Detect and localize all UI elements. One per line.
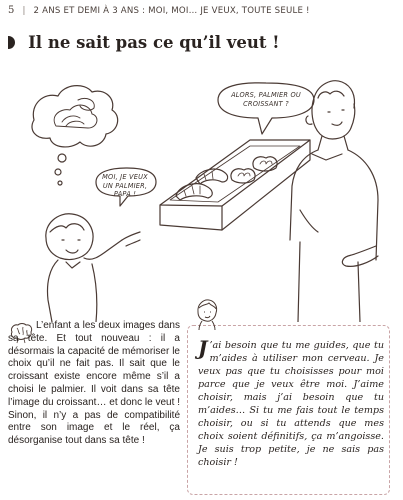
- child-quote: [198, 336, 384, 469]
- quote-body: ’ai besoin que tu me guides, que tu m’aides à utiliser mon cerveau. Je veux pas que tu choisisses pour moi parce que je veux être moi. J’aime choisir, mais j’ai besoin que tu m’aides… Si tu me fais tout le temps choisir, ou si tu attends que mes choix soient définitifs, ça m’angoisse. Je suis trop petite, je ne sais pas choisir !: [198, 340, 384, 468]
- thought-bubble: [32, 86, 118, 185]
- body-text: L’enfant a les deux images dans sa tête. Et tout nouveau : il a désormais la capacité de mémoriser le choix qu’il ne fait pas. Il sait que le croissant existe encore même s’il a choisi le palmier. Il voit dans sa tête l’image du croissant… et donc le veut ! Sinon, il n’y a pas de compatibilité entre son image et le réel, ça désorganise tout dans sa tête !: [8, 320, 180, 447]
- father-figure: [290, 81, 378, 322]
- quote-dropcap: J: [198, 336, 208, 360]
- section-heading: [8, 33, 398, 55]
- body-paragraph: [8, 320, 180, 448]
- father-bubble-text: ALORS, PALMIER OU CROISSANT ?: [231, 91, 301, 108]
- section-title: Il ne sait pas ce qu’il veut !: [28, 33, 280, 52]
- child-figure: [46, 214, 140, 322]
- running-header: [8, 5, 400, 21]
- heading-bullet-icon: [8, 36, 15, 49]
- child-avatar-icon: [194, 298, 220, 330]
- header-separator: |: [22, 6, 26, 16]
- chapter-title: 2 ANS ET DEMI À 3 ANS : MOI, MOI… JE VEUX, TOUTE SEULE !: [33, 6, 310, 16]
- child-bubble-text: MOI, JE VEUX UN PALMIER, PAPA !: [102, 173, 148, 199]
- pastry-display-case: [160, 140, 310, 230]
- page-number: 5: [8, 5, 15, 16]
- cartoon-illustration: [0, 60, 403, 322]
